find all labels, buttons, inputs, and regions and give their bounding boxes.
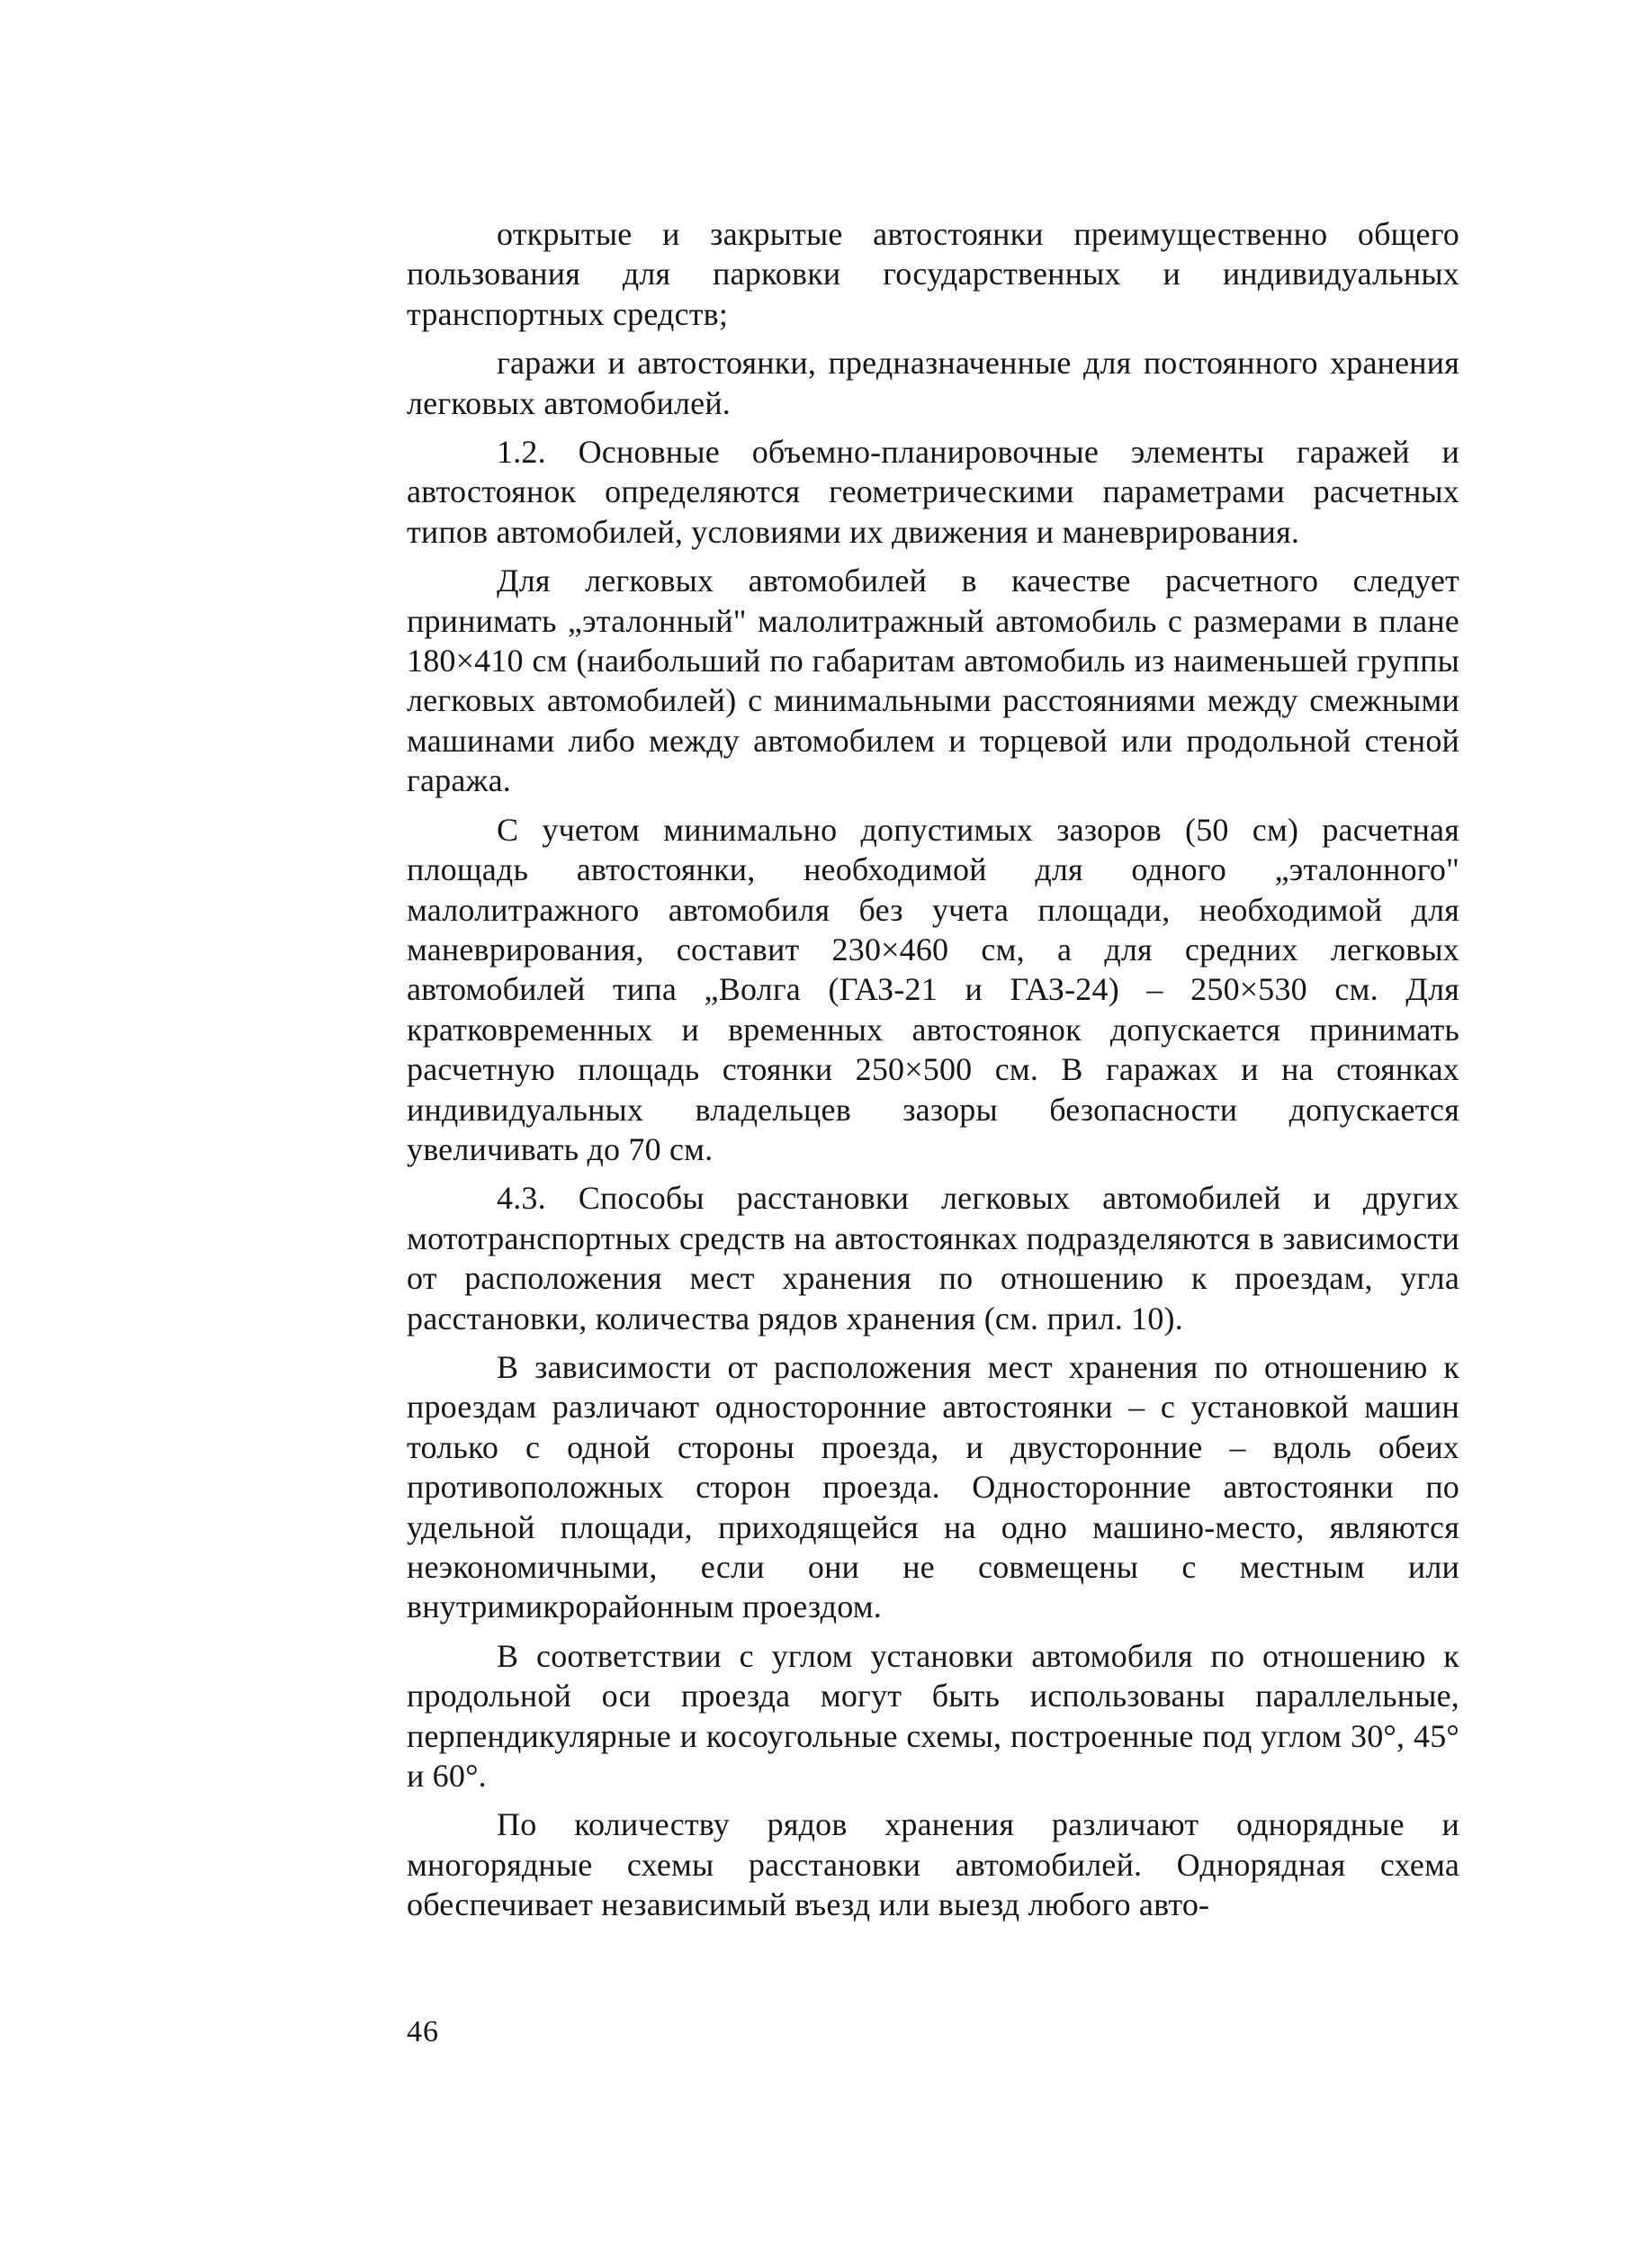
paragraph-reference-car: Для легковых автомобилей в качестве расчетного следует принимать „эталонный" малолитражный автомобиль с размерами в плане 180×410 см (наибольший по габаритам автомобиль из наименьшей группы легковых автомобилей) с минимальными расстояниями между смежными машинами либо между автомобилем и торцевой или продольной стеной гаража.: [407, 562, 1459, 799]
page-number: 46: [407, 2015, 439, 2048]
paragraph-section-4-3: 4.3. Способы расстановки легковых автомобилей и других мототранспортных средств на автостоянках подразделяются в зависимости от расположения мест хранения по отношению к проездам, угла расстановки, количества рядов хранения (см. прил. 10).: [407, 1180, 1459, 1336]
paragraph-row-schemes: По количеству рядов хранения различают однорядные и многорядные схемы расстановки автомобилей. Однорядная схема обеспечивает независимый въезд или выезд любого авто-: [407, 1806, 1459, 1923]
body-text: [407, 214, 1459, 1925]
paragraph-section-1-2: 1.2. Основные объемно-планировочные элементы гаражей и автостоянок определяются геометрическими параметрами расчетных типов автомобилей, условиями их движения и маневрирования.: [407, 434, 1459, 550]
paragraph-clearances: С учетом минимально допустимых зазоров (50 см) расчетная площадь автостоянки, необходимой для одного „эталонного" малолитражного автомобиля без учета площади, необходимой для маневрирования, составит 230×460 см, а для средних легковых автомобилей типа „Волга (ГАЗ-21 и ГАЗ-24) – 250×530 см. Для кратковременных и временных автостоянок допускается принимать расчетную площадь стоянки 250×500 см. В гаражах и на стоянках индивидуальных владельцев зазоры безопасности допускается увеличивать до 70 см.: [407, 811, 1459, 1167]
paragraph-open-closed-parking: открытые и закрытые автостоянки преимущественно общего пользования для парковки государственных и индивидуальных транспортных средств;: [407, 216, 1459, 332]
paragraph-angle-schemes: В соответствии с углом установки автомобиля по отношению к продольной оси проезда могут быть использованы параллельные, перпендикулярные и косоугольные схемы, построенные под углом 30°, 45° и 60°.: [407, 1637, 1459, 1795]
paragraph-one-two-sided-parking: В зависимости от расположения мест хранения по отношению к проездам различают односторонние автостоянки – с установкой машин только с одной стороны проезда, и двусторонние – вдоль обеих противоположных сторон проезда. Односторонние автостоянки по удельной площади, приходящейся на одно машино-место, являются неэкономичными, если они не совмещены с местным или внутримикрорайонным проездом.: [407, 1348, 1459, 1625]
paragraph-garages-storage: гаражи и автостоянки, предназначенные для постоянного хранения легковых автомобилей.: [407, 345, 1459, 421]
